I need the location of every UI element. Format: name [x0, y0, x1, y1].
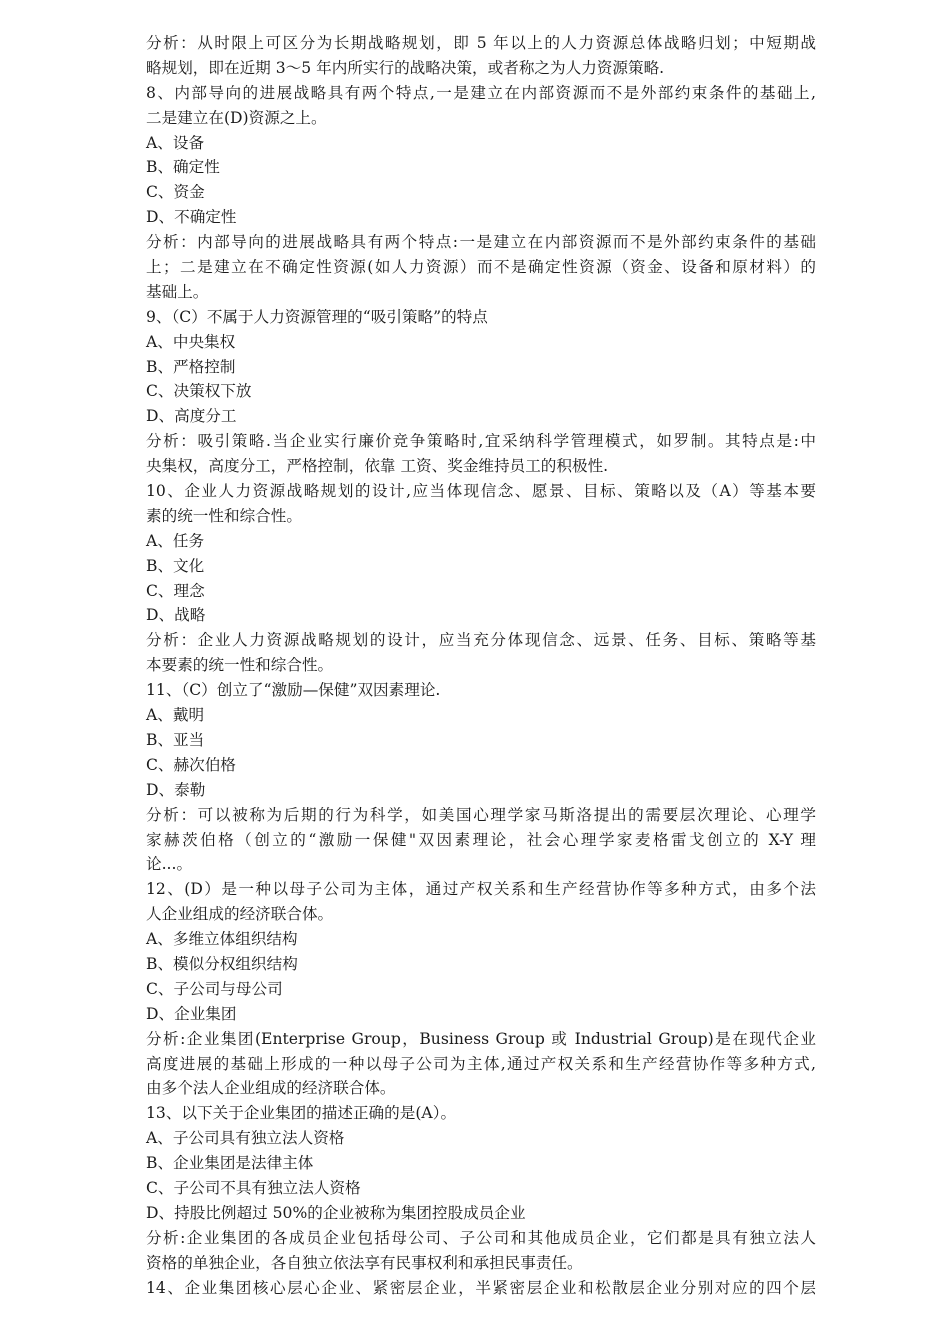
text-line: B、文化 [146, 556, 205, 575]
text-line: 11、（C）创立了“激励—保健”双因素理论. [146, 681, 441, 700]
text-line: 分析：可以被称为后期的行为科学，如美国心理学家马斯洛提出的需要层次理论、心理学 [146, 805, 816, 824]
text-line: 基础上。 [146, 282, 209, 301]
text-line: 14、企业集团核心层心企业、紧密层企业，半紧密层企业和松散层企业分别对应的四个层 [146, 1278, 816, 1297]
text-line: 论...。 [146, 855, 193, 874]
text-line: 12、(D）是一种以母子公司为主体，通过产权关系和生产经营协作等多种方式，由多个法 [146, 880, 816, 899]
text-line: 分析：内部导向的进展战略具有两个特点:一是建立在内部资源而不是外部约束条件的基础 [146, 233, 816, 252]
text-line: 人企业组成的经济联合体。 [146, 905, 334, 924]
text-line: A、任务 [146, 531, 205, 550]
text-line: C、决策权下放 [146, 382, 252, 401]
text-line: 本要素的统一性和综合性。 [146, 656, 334, 675]
text-line: A、中央集权 [146, 332, 236, 351]
text-line: 二是建立在(D)资源之上。 [146, 108, 327, 127]
text-line: D、不确定性 [146, 208, 237, 227]
text-line: 央集权，高度分工，严格控制，依靠 工资、奖金维持员工的积极性. [146, 457, 609, 476]
text-line: C、子公司与母公司 [146, 979, 283, 998]
text-line: 13、以下关于企业集团的描述正确的是(A）。 [146, 1104, 457, 1123]
text-line: C、赫次伯格 [146, 755, 236, 774]
text-line: A、设备 [146, 133, 205, 152]
text-line: 资格的单独企业，各自独立依法享有民事权利和承担民事责任。 [146, 1253, 583, 1272]
document-page [146, 31, 816, 1300]
text-line: D、高度分工 [146, 407, 237, 426]
text-line: 略规划，即在近期 3～5 年内所实行的战略决策，或者称之为人力资源策略. [146, 58, 665, 77]
text-line: B、亚当 [146, 730, 205, 749]
text-line: 分析：吸引策略.当企业实行廉价竞争策略时,宜采纳科学管理模式，如罗制。其特点是:中 [146, 432, 816, 451]
text-line: B、企业集团是法律主体 [146, 1154, 314, 1173]
text-line: 家赫茨伯格（创立的“激励一保健"双因素理论，社会心理学家麦格雷戈创立的 X-Y 理 [146, 830, 816, 849]
text-line: A、戴明 [146, 706, 205, 725]
text-line: 由多个法人企业组成的经济联合体。 [146, 1079, 396, 1098]
text-line: 分析:企业集团(Enterprise Group，Business Group 或 Industrial Group)是在现代企业 [146, 1029, 816, 1048]
text-line: 分析:企业集团的各成员企业包括母公司、子公司和其他成员企业，它们都是具有独立法人 [146, 1228, 816, 1247]
text-line: B、确定性 [146, 158, 220, 177]
text-line: 分析：从时限上可区分为长期战略规划，即 5 年以上的人力资源总体战略归划；中短期战 [146, 34, 816, 52]
text-line: D、持股比例超过 50%的企业被称为集团控股成员企业 [146, 1203, 526, 1222]
text-line: 高度进展的基础上形成的一种以母子公司为主体,通过产权关系和生产经营协作等多种方式, [146, 1054, 816, 1073]
text-line: 素的统一性和综合性。 [146, 506, 302, 525]
text-line: 分析：企业人力资源战略规划的设计，应当充分体现信念、远景、任务、目标、策略等基 [146, 631, 816, 650]
text-line: 8、内部导向的进展战略具有两个特点,一是建立在内部资源而不是外部约束条件的基础上, [146, 83, 816, 102]
text-line: D、企业集团 [146, 1004, 237, 1023]
text-line: C、资金 [146, 183, 205, 202]
text-line: 10、企业人力资源战略规划的设计,应当体现信念、愿景、目标、策略以及（A）等基本要 [146, 482, 816, 501]
text-line: 上；二是建立在不确定性资源(如人力资源）而不是确定性资源（资金、设备和原材料）的 [146, 258, 816, 277]
text-line: 9、（C）不属于人力资源管理的“吸引策略”的特点 [146, 307, 488, 326]
text-line: C、子公司不具有独立法人资格 [146, 1178, 361, 1197]
text-line: D、战略 [146, 606, 206, 625]
text-line: D、泰勒 [146, 780, 206, 799]
text-line: A、多维立体组织结构 [146, 930, 298, 949]
text-line: A、子公司具有独立法人资格 [146, 1129, 345, 1148]
text-line: B、严格控制 [146, 357, 236, 376]
text-line: B、模似分权组织结构 [146, 954, 298, 973]
text-line: C、理念 [146, 581, 205, 600]
